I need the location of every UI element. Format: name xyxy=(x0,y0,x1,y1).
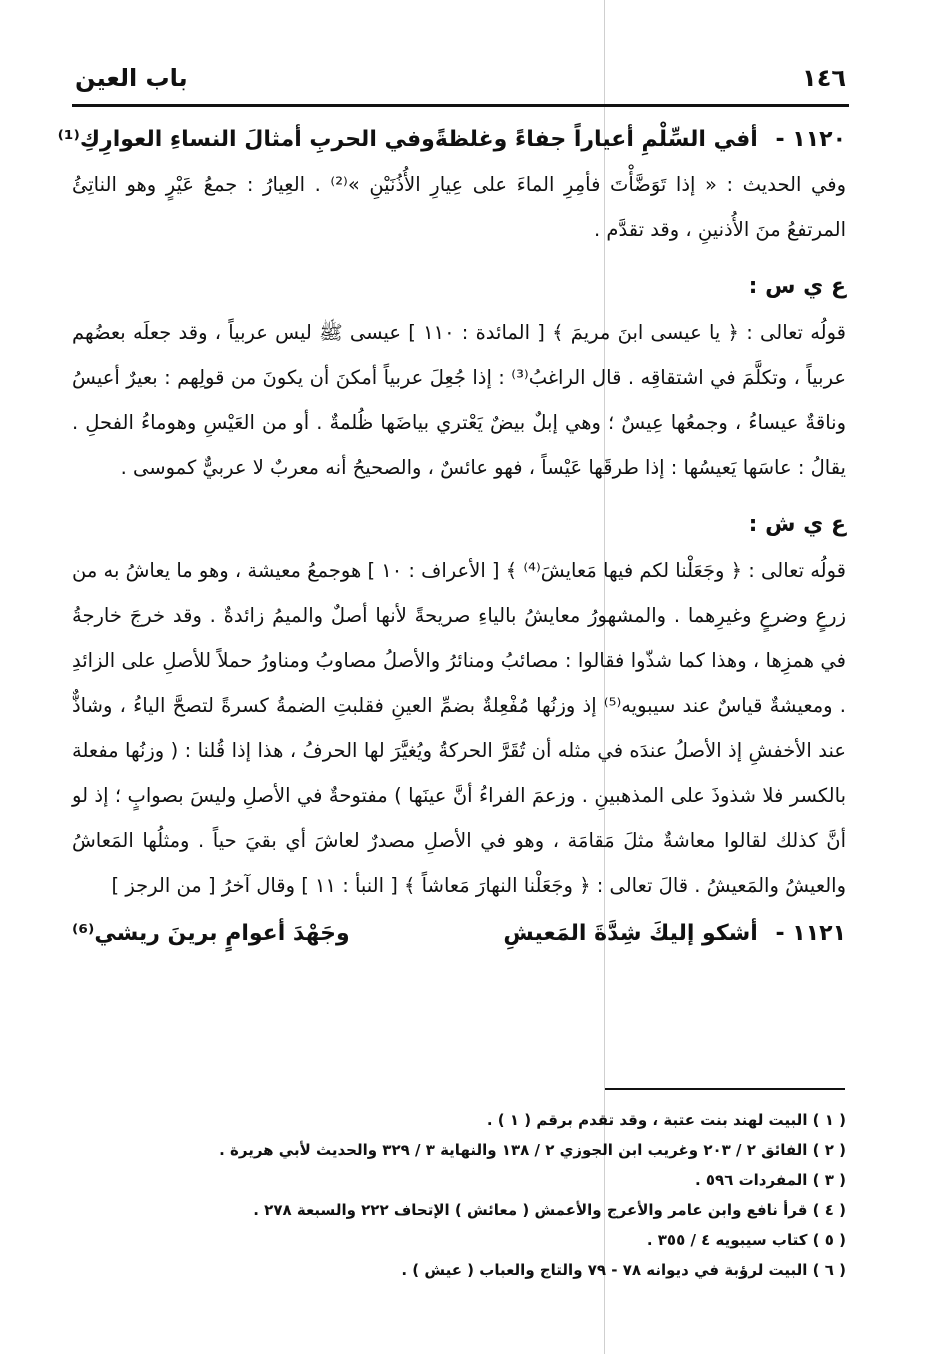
footnote: ( ٦ ) البيت لرؤبة في ديوانه ٧٨ - ٧٩ والتاج والعباب ( عيش ) . xyxy=(401,1261,846,1279)
paragraph-aysh: قولُه تعالى : ﴿ وجَعَلْنا لكم فيها مَعايشَ⁽⁴⁾ ﴾ [ الأعراف : ١٠ ] هوجمعُ معيشة ، وهو ما يعاشُ به من زرعٍ وضرعٍ وغيرِهما . والمشهورُ معايشُ بالياءِ صريحةً لأنها أصلٌ والميمُ زائدةٌ . وقد خرجَ خارجةُ في همزِها ، وهذا كما شذّوا فقالوا : مصائبُ ومنائرُ والأصلُ مصاوبُ ومناورُ حملاً للأصلِ على الزائدِ . ومعيشةٌ قياسٌ عند سيبويه⁽⁵⁾ إذ وزنُها مُفْعِلةٌ بضمِّ العينِ فقلبتِ الضمةُ كسرةً لتصحَّ الياءُ ، وشاذٌّ عند الأخفشِ إذ الأصلُ عندَه في مثله أن تُقَرَّ الحركةُ ويُغيَّرَ لها الحرفُ ، هذا إذا قُلنا : ( وزنُها مفعلة بالكسر فلا شذوذَ على المذهبينِ . وزعمَ الفراءُ أنَّ عينَها ) مفتوحةٌ في الأصلِ وليسَ بصوابٍ ؛ إذ لو أنَّ كذلك لقالوا معاشةٌ مثلَ مَقامَة ، وهو في الأصلِ مصدرٌ لعاشَ أي بقيَ حياً . ومثلُها المَعاشُ والعيشُ والمَعيشُ . قالَ تعالى : ﴿ وجَعَلْنا النهارَ مَعاشاً ﴾ [ النبأ : ١١ ] وقال آخرُ [ من الرجز ] xyxy=(72,559,846,897)
footnote: ( ٣ ) المفردات ٥٩٦ . xyxy=(694,1171,846,1189)
verse-1120 xyxy=(57,118,846,162)
chapter-title: باب العين xyxy=(75,64,188,92)
header-rule xyxy=(72,104,849,107)
footnote: ( ١ ) البيت لهند بنت عتبة ، وقد تقدم برقم ( ١ ) . xyxy=(486,1111,846,1129)
footnote: ( ٤ ) قرأ نافع وابن عامر والأعرج والأعمش ( معائش ) الإتحاف ٢٢٢ والسبعة ٢٧٨ . xyxy=(253,1201,846,1219)
footnote-rule xyxy=(605,1088,845,1090)
verse-hemistich-2: وجَهْدَ أعوامٍ برينَ ريشي⁽⁶⁾ xyxy=(72,921,350,946)
verse-hemistich-1: أفي السِّلْمِ أعياراً جفاءً وغلظةً xyxy=(434,127,758,152)
footnotes xyxy=(66,1105,846,1285)
verse-1121 xyxy=(72,912,846,956)
page-number: ١٤٦ xyxy=(802,64,846,92)
footnote: ( ٢ ) الفائق ٢ / ٢٠٣ وغريب ابن الجوزي ٢ / ١٣٨ والنهاية ٣ / ٣٢٩ والحديث لأبي هريرة . xyxy=(219,1141,846,1159)
paragraph-ays: قولُه تعالى : ﴿ يا عيسى ابنَ مريمَ ﴾ [ المائدة : ١١٠ ] عيسى ﷺ ليس عربياً ، وقد جعلَه بعضُهم عربياً ، وتكلَّمَ في اشتقاقِه . قال الراغبُ⁽³⁾ : إذا جُعِلَ عربياً أمكنَ أن يكونَ من قولِهم : بعيرٌ أعيسُ وناقةٌ عيساءُ ، وجمعُها عِيسٌ ؛ وهي إبلٌ بيضٌ يَعْتري بياضَها ظُلمةٌ . أو من العَيْسِ وهوماءُ الفحلِ . يقالُ : عاسَها يَعيسُها : إذا طرقَها عَيْساً ، فهو عائسٌ ، والصحيحُ أنه معربٌ لا عربيٌّ كموسى . xyxy=(72,321,846,479)
root-heading-aysh: ع ي ش : xyxy=(748,512,846,537)
verse-hemistich-1: أشكو إليكَ شِدَّةَ المَعيشِ xyxy=(503,921,758,946)
footnote: ( ٥ ) كتاب سيبويه ٤ / ٣٥٥ . xyxy=(646,1231,846,1249)
main-text xyxy=(57,118,846,956)
verse-number: ١١٢٠ - xyxy=(775,127,846,152)
root-heading-ays: ع ي س : xyxy=(748,274,846,299)
paragraph-hadith: وفي الحديث : « إذا تَوَضَّأْتَ فأمِرِ الماءَ على عِيارِ الأُذُنَيْنِ »⁽²⁾ . العِيارُ : جمعُ عَيْرٍ وهو الناتِئُ المرتفعُ منَ الأُذنينِ ، وقد تقدَّم . xyxy=(72,173,846,241)
verse-hemistich-2: وفي الحربِ أمثالَ النساءِ العوارِكِ⁽¹⁾ xyxy=(57,127,435,152)
page-header xyxy=(75,58,846,98)
verse-number: ١١٢١ - xyxy=(775,921,846,946)
